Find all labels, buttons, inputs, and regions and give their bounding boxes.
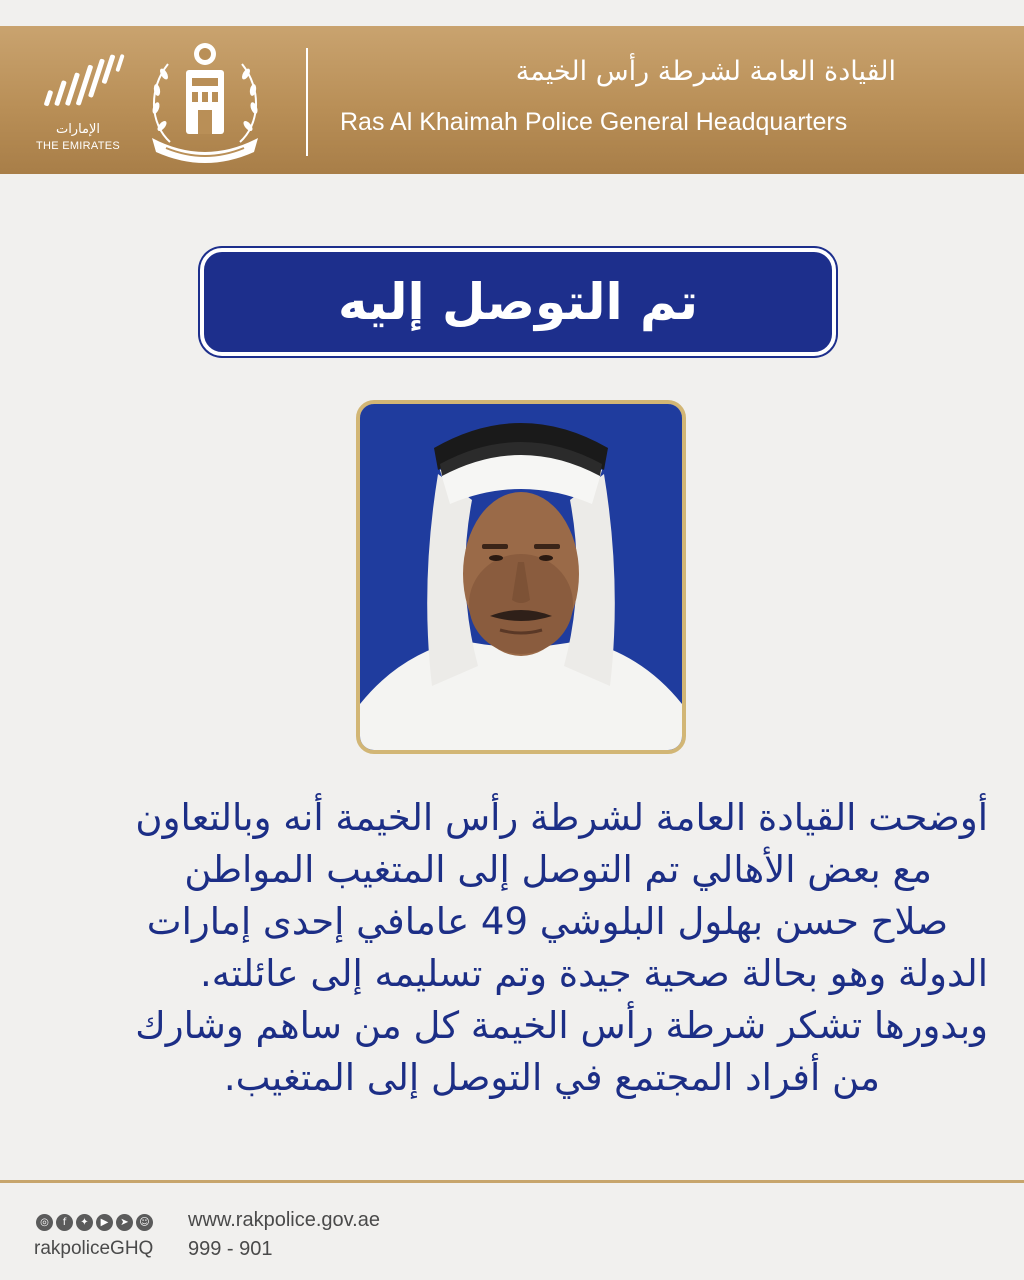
person-photo [356, 400, 686, 754]
notice-body-line: صلاح حسن بهلول البلوشي 49 عامافي إحدى إمارات [146, 900, 948, 943]
notice-body-line: مع بعض الأهالي تم التوصل إلى المتغيب المواطن [184, 848, 932, 891]
social-icons [36, 1214, 153, 1232]
website-link[interactable]: www.rakpolice.gov.ae [188, 1209, 380, 1231]
emirates-logo-en: THE EMIRATES [35, 140, 121, 152]
social-handle: rakpoliceGHQ [34, 1238, 154, 1259]
youtube-icon[interactable]: ▶ [96, 1214, 113, 1231]
facebook-icon[interactable]: f [56, 1214, 73, 1231]
emirates-marks-icon [34, 50, 126, 120]
notice-body-line: من أفراد المجتمع في التوصل إلى المتغيب. [223, 1056, 880, 1099]
header-title-ar: القيادة العامة لشرطة رأس الخيمة [515, 56, 896, 87]
person-photo-illustration [360, 404, 682, 750]
notice-body [24, 792, 988, 1104]
instagram-icon[interactable]: ◎ [36, 1214, 53, 1231]
twitter-icon[interactable]: ✦ [76, 1214, 93, 1231]
header-band [0, 26, 1024, 174]
snapchat-icon[interactable]: ☺ [136, 1214, 153, 1231]
notice-body-line: وبدورها تشكر شرطة رأس الخيمة كل من ساهم وشارك [135, 1004, 988, 1047]
header-divider [306, 48, 308, 156]
emirates-logo [28, 44, 128, 164]
notice-body-line: أوضحت القيادة العامة لشرطة رأس الخيمة أنه وبالتعاون [135, 796, 988, 839]
emirates-logo-ar: الإمارات [55, 122, 101, 137]
notice-title: تم التوصل إليه [337, 273, 699, 331]
police-emblem-icon [140, 34, 270, 169]
phone-number: 999 - 901 [188, 1238, 273, 1260]
notice-body-line: الدولة وهو بحالة صحية جيدة وتم تسليمه إلى عائلته. [199, 952, 988, 995]
footer-divider [0, 1180, 1024, 1183]
telegram-icon[interactable]: ➤ [116, 1214, 133, 1231]
header-title-en: Ras Al Khaimah Police General Headquarters [340, 108, 848, 136]
notice-title-banner [200, 248, 836, 356]
